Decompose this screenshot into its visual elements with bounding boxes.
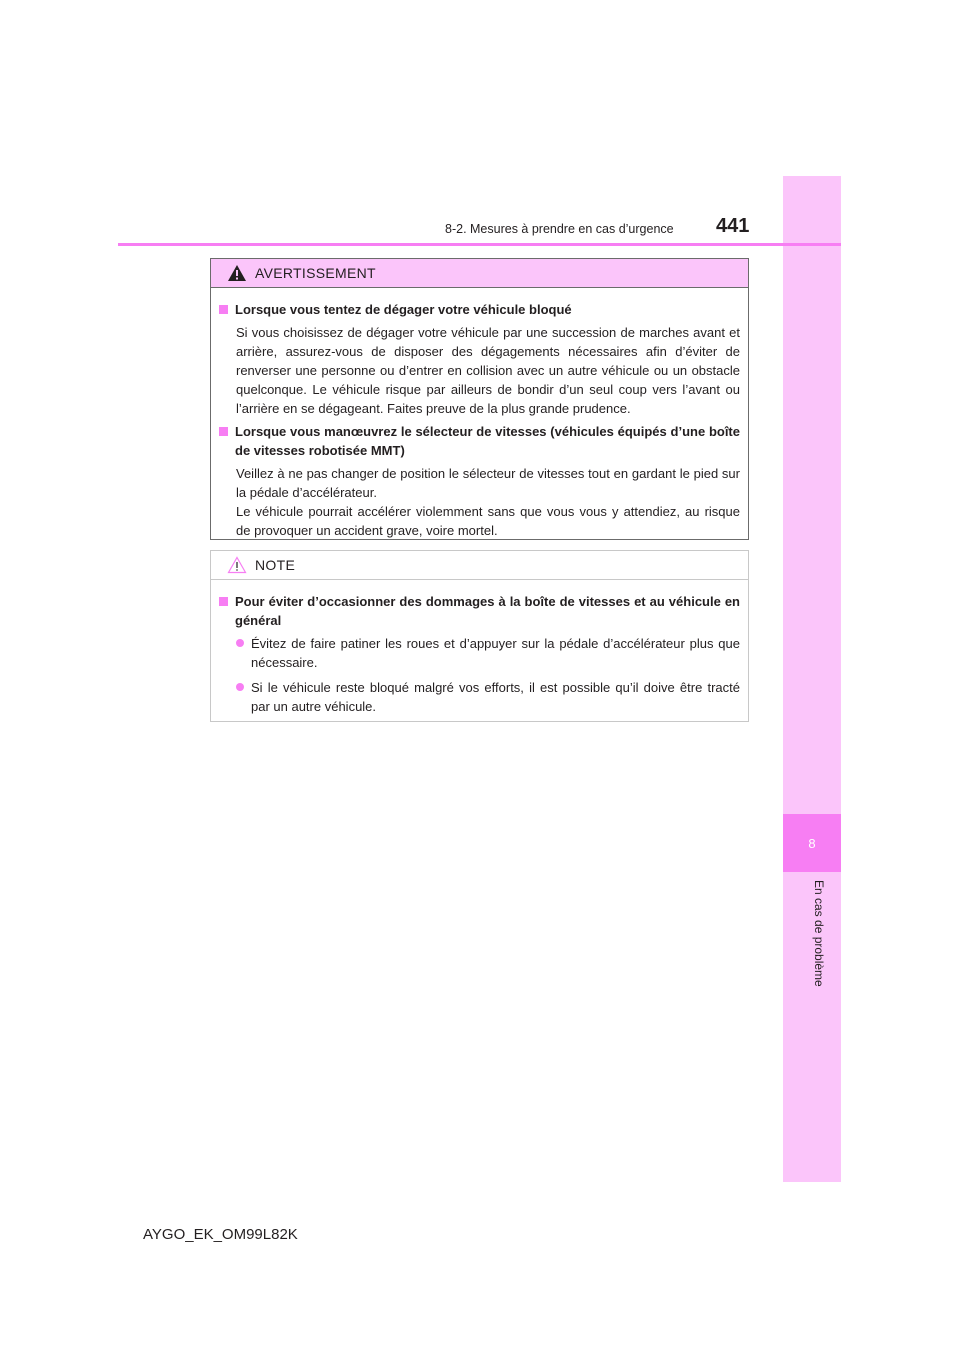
warning-paragraph: Le véhicule pourrait accélérer violemment sans que vous vous y attendiez, au risque de provoquer un accident grave, voire mortel.	[236, 504, 740, 538]
document-code: AYGO_EK_OM99L82K	[143, 1226, 298, 1243]
warning-item-heading-text: Lorsque vous tentez de dégager votre véhicule bloqué	[235, 302, 572, 317]
warning-paragraph: Si vous choisissez de dégager votre véhicule par une succession de marches avant et arrière, assurez-vous de disposer des dégagements nécessaires afin d’éviter de renverser une personne ou d’entrer en collision avec un autre véhicule ou un obstacle quelconque. Le véhicule risque par ailleurs de bondir d’un seul coup vers l’avant ou l’arrière en se dégageant. Faites preuve de la plus grande prudence.	[236, 325, 740, 416]
warning-paragraph: Veillez à ne pas changer de position le sélecteur de vitesses tout en gardant le pied sur la pédale d’accélérateur.	[236, 466, 740, 500]
header-rule	[118, 243, 841, 246]
square-bullet-icon	[219, 597, 228, 606]
note-box-body	[211, 580, 748, 716]
note-bullet	[236, 678, 740, 716]
chapter-number-tab	[783, 814, 841, 872]
warning-item-text	[236, 323, 740, 418]
square-bullet-icon	[219, 427, 228, 436]
square-bullet-icon	[219, 305, 228, 314]
chapter-title: En cas de problème	[812, 880, 826, 987]
warning-item-heading	[219, 422, 740, 460]
note-heading	[219, 592, 740, 630]
warning-item-heading	[219, 300, 740, 319]
warning-box	[210, 258, 749, 540]
note-bullet	[236, 634, 740, 672]
note-box-title: NOTE	[255, 557, 296, 573]
note-box-header	[211, 551, 748, 580]
note-heading-text: Pour éviter d’occasionner des dommages à la boîte de vitesses et au véhicule en général	[235, 594, 740, 628]
caution-outline-icon	[227, 556, 247, 574]
note-bullet-text: Évitez de faire patiner les roues et d’appuyer sur la pédale d’accélérateur plus que nécessaire.	[251, 636, 740, 670]
chapter-number: 8	[808, 835, 816, 851]
warning-triangle-icon	[227, 264, 247, 282]
page-number: 441	[716, 215, 750, 237]
warning-box-body	[211, 288, 748, 540]
warning-item-text	[236, 464, 740, 540]
warning-box-title: AVERTISSEMENT	[255, 265, 376, 281]
note-bullet-text: Si le véhicule reste bloqué malgré vos efforts, il est possible qu’il doive être tracté par un autre véhicule.	[251, 680, 740, 714]
warning-box-header	[211, 259, 748, 288]
section-title: 8-2. Mesures à prendre en cas d’urgence	[445, 222, 674, 236]
warning-item-heading-text: Lorsque vous manœuvrez le sélecteur de vitesses (véhicules équipés d’une boîte de vitesses robotisée MMT)	[235, 424, 740, 458]
round-bullet-icon	[236, 639, 244, 647]
note-box	[210, 550, 749, 722]
chapter-side-tab	[783, 176, 841, 1182]
round-bullet-icon	[236, 683, 244, 691]
